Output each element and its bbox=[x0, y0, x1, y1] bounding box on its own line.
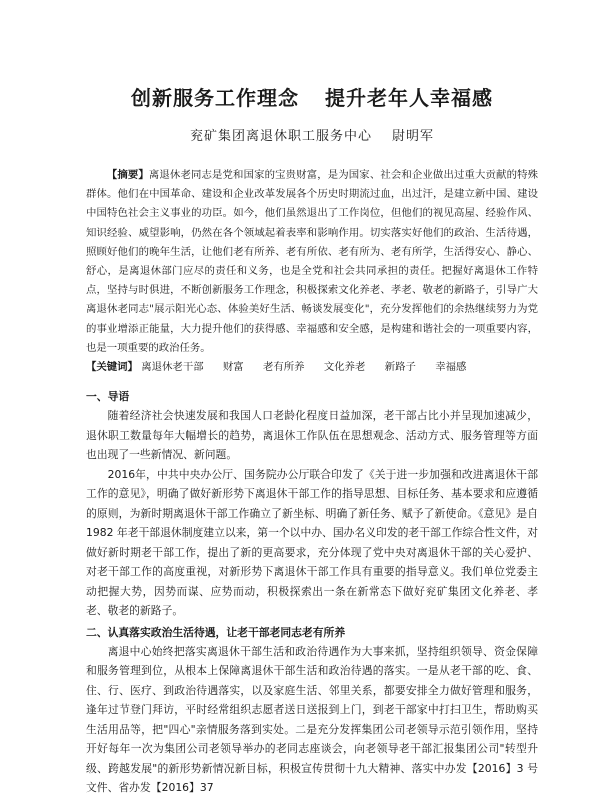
keyword-item: 文化养老 bbox=[323, 361, 366, 374]
keyword-item: 离退休老干部 bbox=[141, 361, 204, 374]
keyword-item: 财富 bbox=[222, 361, 244, 374]
author-name: 尉明军 bbox=[392, 129, 435, 144]
keywords-label: 【关键词】 bbox=[86, 361, 138, 374]
abstract-text: 离退休老同志是党和国家的宝贵财富，是为国家、社会和企业做出过重大贡献的特殊群体。他们在中国革命、建设和企业改革发展各个历史时期流过血，出过汗，是建立新中国、建设中国特色社会主义事业的功臣。如今，他们虽然退出了工作岗位，但他们的视见高屋、经验作风、知识经验、威望影响，仍然在各个领域起着表率和影响作用。切实落实好他们的政治、生活待遇，照顾好他们的晚年生活，让他们老有所养、老有所依、老有所为、老有所学，生活得安心、静心、舒心，是离退休部门应尽的责任和义务，也是全党和社会共同承担的责任。把握好离退休工作特点，坚持与时俱进，不断创新服务工作理念，积极探索文化养老、孝老、敬老的新路子，引导广大离退休老同志"展示阳光心态、体验美好生活、畅谈发展变化"，充分发挥他们的余热继续努力为党的事业增添正能量，大力提升他们的获得感、幸福感和安全感，是构建和谐社会的一项重要内容，也是一项重要的政治任务。 bbox=[86, 169, 539, 354]
section-1-paragraph-1: 随着经济社会快速发展和我国人口老龄化程度日益加深，老干部占比小并呈现加速减少，退休职工数量每年大幅增长的趋势，离退休工作队伍在思想观念、活动方式、服务管理等方面也出现了一些新情况、新问题。 bbox=[86, 409, 538, 462]
title-part-2: 提升老年人幸福感 bbox=[325, 86, 493, 110]
author-line bbox=[86, 125, 538, 144]
abstract bbox=[86, 166, 538, 358]
keyword-item: 幸福感 bbox=[435, 361, 467, 374]
article-title bbox=[86, 82, 538, 111]
author-unit: 兖矿集团离退休职工服务中心 bbox=[189, 129, 372, 144]
title-part-1: 创新服务工作理念 bbox=[131, 86, 299, 110]
section-1-heading: 一、导语 bbox=[86, 390, 130, 404]
keyword-item: 新路子 bbox=[384, 361, 416, 374]
section-2-paragraph-1: 离退中心始终把落实离退休干部生活和政治待遇作为大事来抓，坚持组织领导、资金保障和服务管理到位，从根本上保障离退休干部生活和政治待遇的落实。一是从老干部的吃、食、住、行、医疗、到政治待遇落实，以及家庭生活、邻里关系，都要安排全力做好管理和服务，逢年过节登门拜访，平时经常组织志愿者送日送报到上门，到老干部家中打扫卫生，帮助购买生活用品等，把"四心"亲情服务落到实处。二是充分发挥集团公司老领导示范引领作用，坚持开好每年一次为集团公司老领导举办的老同志座谈会，向老领导老干部汇报集团公司"转型升级、跨越发展"的新形势新情况新目标，积极宣传贯彻十九大精神、落实中办发【2016】3 号文件、省办发【2016】37 bbox=[86, 644, 538, 795]
keyword-item: 老有所养 bbox=[263, 361, 305, 374]
keywords bbox=[86, 358, 538, 377]
abstract-label: 【摘要】 bbox=[106, 169, 149, 181]
paper-page bbox=[0, 82, 600, 800]
section-2-heading: 二、认真落实政治生活待遇，让老干部老同志老有所养 bbox=[86, 625, 346, 639]
section-1-paragraph-2: 2016年，中共中央办公厅、国务院办公厅联合印发了《关于进一步加强和改进离退休干部工作的意见》，明确了做好新形势下离退休干部工作的指导思想、目标任务、基本要求和应遵循的原则，为新时期离退休干部工作确立了新坐标、明确了新任务、赋予了新使命。《意见》是自 1982 年老干部退休制度建立以来，第一个以中办、国办名义印发的老干部工作综合性文件，对做好新时期老干部工作，提出了新的更高要求，充分体现了党中央对离退休干部的关心爱护、对老干部工作的高度重视，对新形势下离退休干部工作具有重要的指导意义。我们单位党委主动把握大势，因势而谋、应势而动，积极探索出一条在新常态下做好兖矿集团文化养老、孝老、敬老的新路子。 bbox=[86, 467, 538, 618]
